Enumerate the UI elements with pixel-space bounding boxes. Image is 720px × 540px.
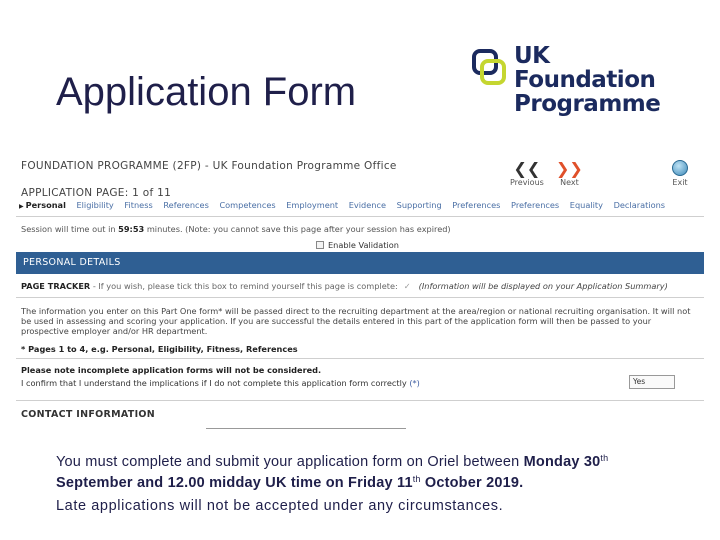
- programme-header: FOUNDATION PROGRAMME (2FP) - UK Foundation Programme Office: [21, 160, 397, 172]
- previous-button[interactable]: [510, 160, 544, 187]
- application-page-label: APPLICATION PAGE: 1 of 11: [21, 187, 172, 199]
- uk-foundation-logo-icon: [470, 48, 510, 88]
- divider: [16, 297, 704, 298]
- tab-equality[interactable]: Equality: [569, 200, 603, 210]
- slide-title: Application Form: [56, 70, 357, 114]
- uk-foundation-programme-logo: [470, 44, 680, 124]
- previous-arrow-icon: ❮❮: [513, 159, 541, 178]
- next-arrow-icon: ❯❯: [556, 159, 583, 178]
- divider: [206, 428, 406, 429]
- page-tracker-note: (Information will be displayed on your Application Summary): [418, 281, 668, 291]
- enable-validation-label: Enable Validation: [328, 240, 399, 250]
- late-applications-note: Late applications will not be accepted under any circumstances.: [56, 498, 504, 514]
- session-prefix: Session will time out in: [21, 224, 119, 234]
- tab-personal[interactable]: ▶ Personal: [19, 200, 66, 210]
- logo-line-uk: UK: [514, 43, 550, 69]
- tab-eligibility[interactable]: Eligibility: [76, 200, 114, 210]
- logo-line-foundation: Foundation: [514, 67, 656, 93]
- required-marker: (*): [409, 378, 420, 388]
- oriel-screenshot: [16, 154, 704, 430]
- page-tabs: [19, 200, 699, 210]
- exit-button[interactable]: [672, 160, 688, 187]
- previous-label: Previous: [510, 178, 544, 187]
- logo-line-programme: Programme: [514, 91, 661, 117]
- session-timeout-message: [21, 224, 451, 234]
- confirm-statement: [21, 378, 420, 388]
- deadline-paragraph: [56, 450, 676, 492]
- deadline-start-day: Monday 30: [523, 454, 601, 470]
- session-suffix: minutes. (Note: you cannot save this page after your session has expired): [144, 224, 451, 234]
- tab-supporting[interactable]: Supporting: [396, 200, 442, 210]
- deadline-middle: September and 12.00 midday UK time on Friday 11: [56, 475, 413, 491]
- next-label: Next: [560, 178, 579, 187]
- divider: [16, 358, 704, 359]
- tab-competences[interactable]: Competences: [219, 200, 276, 210]
- divider: [16, 216, 704, 217]
- section-header-personal-details: PERSONAL DETAILS: [16, 252, 704, 274]
- tab-employment[interactable]: Employment: [286, 200, 339, 210]
- divider: [16, 400, 704, 401]
- enable-validation-checkbox[interactable]: [316, 241, 324, 249]
- exit-icon: [672, 160, 688, 176]
- page-tracker-text: - If you wish, please tick this box to remind yourself this page is complete:: [90, 281, 398, 291]
- enable-validation-toggle[interactable]: [316, 240, 399, 250]
- confirm-select[interactable]: Yes: [629, 375, 675, 389]
- tab-references[interactable]: References: [163, 200, 209, 210]
- deadline-suffix-1: th: [600, 453, 609, 463]
- tab-evidence[interactable]: Evidence: [348, 200, 387, 210]
- incomplete-note: Please note incomplete application forms will not be considered.: [21, 365, 322, 375]
- logo-wordmark: [514, 44, 660, 116]
- contact-information-heading: CONTACT INFORMATION: [21, 409, 156, 420]
- confirm-text: I confirm that I understand the implications if I do not complete this application form correctly: [21, 378, 410, 388]
- exit-label: Exit: [672, 178, 688, 187]
- deadline-intro: You must complete and submit your application form on Oriel between: [56, 454, 524, 470]
- tab-preferences-2[interactable]: Preferences: [511, 200, 560, 210]
- session-time: 59:53: [118, 224, 145, 234]
- page-tracker-checkbox[interactable]: ✓: [403, 281, 411, 291]
- deadline-end: October 2019.: [420, 475, 524, 491]
- deadline-suffix-2: th: [412, 474, 421, 484]
- tab-declarations[interactable]: Declarations: [613, 200, 666, 210]
- tab-fitness[interactable]: Fitness: [124, 200, 153, 210]
- next-button[interactable]: [556, 160, 583, 187]
- page-tracker: [21, 281, 701, 291]
- pages-note: * Pages 1 to 4, e.g. Personal, Eligibility, Fitness, References: [21, 344, 298, 354]
- info-paragraph: The information you enter on this Part One form* will be passed direct to the recruiting department at the area/region or national recruiting organisation. It will not be used in assessing and scoring your application. If you are successful the details entered in this part of the application form will then be passed to your prospective employer and/or HR department.: [21, 306, 691, 336]
- page-tracker-label: PAGE TRACKER: [21, 281, 91, 291]
- tab-preferences-1[interactable]: Preferences: [452, 200, 501, 210]
